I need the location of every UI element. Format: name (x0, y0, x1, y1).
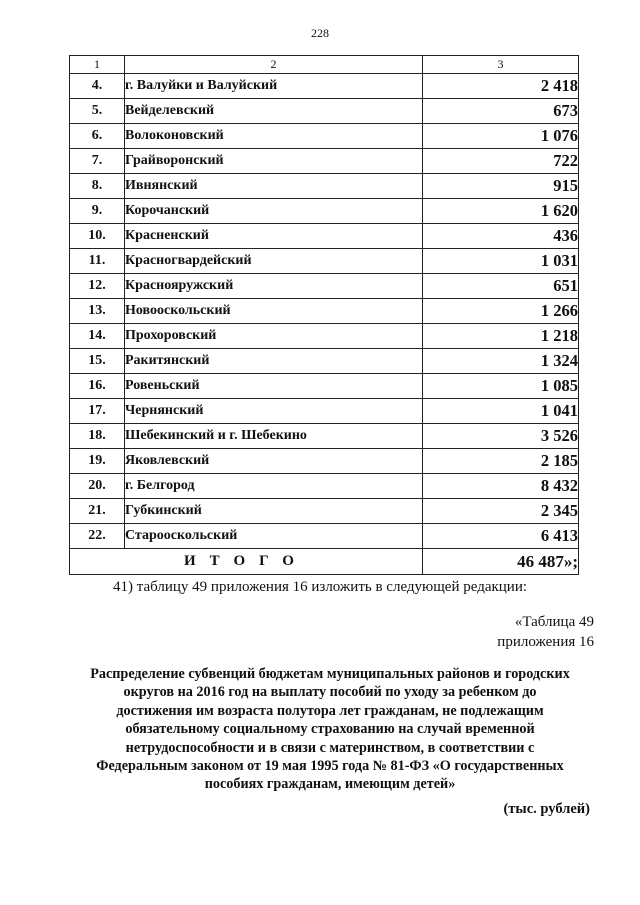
district-name: Губкинский (125, 499, 423, 524)
row-number: 10. (70, 224, 125, 249)
subvention-amount: 1 031 (423, 249, 579, 274)
table-row (70, 124, 579, 149)
row-number: 21. (70, 499, 125, 524)
column-header: 1 (70, 56, 125, 74)
district-name: г. Белгород (125, 474, 423, 499)
table-reference-line: приложения 16 (497, 634, 594, 650)
table-row (70, 474, 579, 499)
subvention-amount: 436 (423, 224, 579, 249)
district-name: г. Валуйки и Валуйский (125, 74, 423, 99)
district-name: Вейделевский (125, 99, 423, 124)
table-row (70, 199, 579, 224)
row-number: 17. (70, 399, 125, 424)
subvention-amount: 1 218 (423, 324, 579, 349)
table-row (70, 449, 579, 474)
table-row (70, 349, 579, 374)
district-name: Красногвардейский (125, 249, 423, 274)
table-row (70, 99, 579, 124)
row-number: 13. (70, 299, 125, 324)
column-header: 2 (125, 56, 423, 74)
title-line: обязательному социальному страхованию на случай временной (125, 721, 535, 738)
subvention-amount: 722 (423, 149, 579, 174)
row-number: 12. (70, 274, 125, 299)
district-name: Грайворонский (125, 149, 423, 174)
row-number: 9. (70, 199, 125, 224)
table-reference-line: «Таблица 49 (514, 614, 594, 630)
district-name: Чернянский (125, 399, 423, 424)
table-row (70, 174, 579, 199)
row-number: 4. (70, 74, 125, 99)
document-title (70, 665, 590, 794)
title-line: округов на 2016 год на выплату пособий по уходу за ребенком до (123, 684, 537, 701)
table-header-row (70, 56, 579, 74)
subvention-amount: 651 (423, 274, 579, 299)
district-name: Ракитянский (125, 349, 423, 374)
district-name: Корочанский (125, 199, 423, 224)
row-number: 7. (70, 149, 125, 174)
table-row (70, 249, 579, 274)
district-name: Ровеньский (125, 374, 423, 399)
table-row (70, 524, 579, 549)
subvention-amount: 2 418 (423, 74, 579, 99)
table-row (70, 299, 579, 324)
column-header: 3 (423, 56, 579, 74)
table-reference (497, 612, 594, 652)
subvention-amount: 1 076 (423, 124, 579, 149)
row-number: 20. (70, 474, 125, 499)
total-label: ИТОГО (70, 549, 423, 575)
district-name: Новооскольский (125, 299, 423, 324)
page-number: 228 (311, 26, 329, 40)
subvention-amount: 3 526 (423, 424, 579, 449)
district-name: Яковлевский (125, 449, 423, 474)
subvention-amount: 2 345 (423, 499, 579, 524)
subvention-amount: 1 041 (423, 399, 579, 424)
district-name: Шебекинский и г. Шебекино (125, 424, 423, 449)
total-row (70, 549, 579, 575)
table-row (70, 324, 579, 349)
subvention-amount: 2 185 (423, 449, 579, 474)
row-number: 15. (70, 349, 125, 374)
table-row (70, 74, 579, 99)
subvention-amount: 1 085 (423, 374, 579, 399)
subventions-table (69, 55, 579, 575)
table-row (70, 399, 579, 424)
district-name: Волоконовский (125, 124, 423, 149)
table-row (70, 149, 579, 174)
total-value: 46 487»; (423, 549, 579, 575)
title-line: пособиях гражданам, имеющим детей» (204, 776, 456, 793)
district-name: Прохоровский (125, 324, 423, 349)
title-line: Распределение субвенций бюджетам муниципальных районов и городских (90, 666, 570, 682)
subvention-amount: 8 432 (423, 474, 579, 499)
subvention-amount: 1 266 (423, 299, 579, 324)
row-number: 14. (70, 324, 125, 349)
units-note: (тыс. рублей) (503, 801, 590, 817)
row-number: 16. (70, 374, 125, 399)
subvention-amount: 1 324 (423, 349, 579, 374)
title-line: достижения им возраста полутора лет гражданам, не подлежащим (116, 702, 544, 719)
district-name: Ивнянский (125, 174, 423, 199)
row-number: 18. (70, 424, 125, 449)
table-row (70, 224, 579, 249)
table-row (70, 374, 579, 399)
row-number: 8. (70, 174, 125, 199)
table-row (70, 274, 579, 299)
row-number: 22. (70, 524, 125, 549)
row-number: 11. (70, 249, 125, 274)
district-name: Старооскольский (125, 524, 423, 549)
subvention-amount: 1 620 (423, 199, 579, 224)
title-line: Федеральным законом от 19 мая 1995 года № 81-ФЗ «О государственных (96, 758, 564, 775)
row-number: 19. (70, 449, 125, 474)
subvention-amount: 915 (423, 174, 579, 199)
table-row (70, 499, 579, 524)
district-name: Красненский (125, 224, 423, 249)
amendment-instruction: 41) таблицу 49 приложения 16 изложить в следующей редакции: (112, 579, 528, 595)
district-name: Краснояружский (125, 274, 423, 299)
subvention-amount: 673 (423, 99, 579, 124)
table-row (70, 424, 579, 449)
row-number: 5. (70, 99, 125, 124)
subvention-amount: 6 413 (423, 524, 579, 549)
row-number: 6. (70, 124, 125, 149)
title-line: нетрудоспособности и в связи с материнством, в соответствии с (125, 739, 535, 756)
